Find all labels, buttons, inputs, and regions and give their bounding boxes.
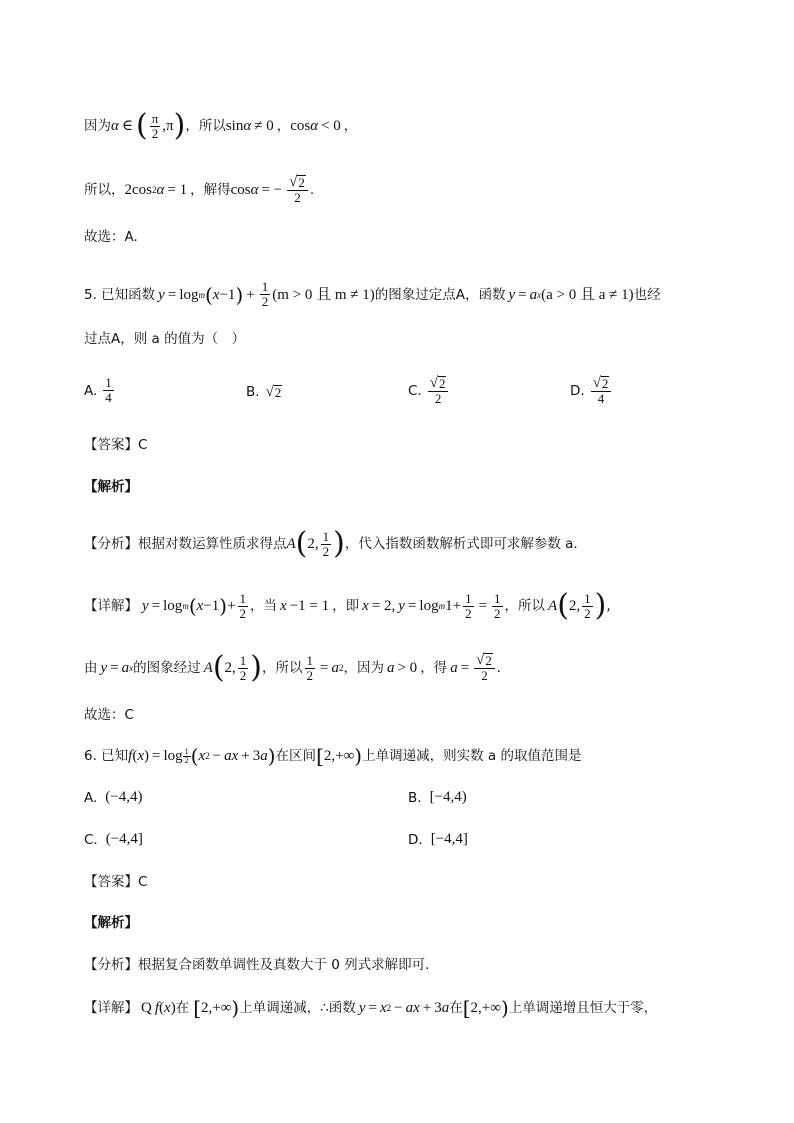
q6-stem: 6. 已知 f ( x ) = log $\frac{1}{2}$ ( x 2 − ax + 3 a ) 在区间 [ 2,+∞ ) 上单调递减，则实数 a 的取值范围是 bbox=[84, 744, 582, 768]
value: (−4,4] bbox=[105, 831, 143, 847]
text: 6. 已知 bbox=[84, 748, 129, 764]
text: 【分析】根据对数运算性质求得点 bbox=[84, 536, 287, 552]
q6-analysis-heading: 【解析】 bbox=[84, 915, 138, 931]
text: 上单调递减，∴函数 bbox=[239, 1000, 356, 1016]
q5-option-c: C. √ 2 2 bbox=[408, 376, 450, 406]
q5-choose: 故选：C bbox=[84, 707, 134, 723]
text: ， bbox=[276, 118, 291, 134]
label: A. bbox=[84, 789, 98, 806]
value: [−4,4) bbox=[429, 789, 467, 805]
label: D. bbox=[408, 831, 423, 848]
text: ，即 bbox=[332, 598, 360, 614]
text: ，因为 bbox=[343, 660, 384, 676]
q6-option-d bbox=[408, 831, 468, 848]
q5-option-b: B. √ 2 bbox=[246, 383, 282, 400]
text: 【详解】 bbox=[84, 598, 138, 614]
answer-line: 故选：A. bbox=[84, 229, 138, 245]
q6-option-c bbox=[84, 831, 143, 848]
value: (−4,4) bbox=[105, 789, 143, 805]
label: B. bbox=[246, 384, 260, 400]
q5-option-a: A. $\frac{1}{4}$ bbox=[84, 375, 112, 405]
text: ，所以 bbox=[504, 598, 546, 614]
q5-detail-2: 由 y = a x 的图象经过 A ( 2, $\frac{1}{2}$ ) ，所以 $\frac{1}{2}$ = a 2 ，因为 a > 0 ，得 a = √ 2 2 . bbox=[84, 650, 501, 685]
line-2: 所以， 2cos 2 α = 1 ，解得 cos α = − √ 2 2 . bbox=[84, 174, 315, 205]
text: 也经 bbox=[633, 286, 661, 303]
text: ， bbox=[343, 118, 358, 134]
text: ，得 bbox=[420, 660, 448, 676]
q6-fenxi: 【分析】根据复合函数单调性及真数大于 0 列式求解即可. bbox=[84, 957, 430, 973]
text: 在区间 bbox=[275, 748, 317, 764]
q5-option-d: D. √ 2 4 bbox=[570, 376, 613, 406]
value: [−4,4] bbox=[430, 831, 468, 847]
q5-detail-1: 【详解】 y = log m ( x −1 ) + $\frac{1}{2}$ ，当 x −1 = 1 ，即 x = 2, y = log m 1+ $\frac{1}{2}$ = $\frac{1}{2}$ ，所以 A ( 2, $\frac{1}{2}$ ) , bbox=[84, 588, 611, 623]
q6-detail: 【详解】 Q f ( x ) 在 [ 2,+∞ ) 上单调递减，∴函数 y = x 2 − ax + 3 a 在 [ 2,+∞ ) 上单调递增且恒大于零， bbox=[84, 996, 658, 1020]
text: . bbox=[309, 182, 315, 198]
text: ，所以 bbox=[262, 660, 303, 676]
q5-stem-2: 过点A，则 a 的值为（ ） bbox=[84, 331, 246, 347]
q5-analysis-heading: 【解析】 bbox=[84, 479, 138, 495]
q6-answer: 【答案】C bbox=[84, 874, 148, 890]
text: 在 bbox=[449, 1000, 463, 1016]
text: ，所以 bbox=[185, 118, 226, 134]
condition: (m > 0 且 m ≠ 1) bbox=[272, 286, 375, 303]
label: C. bbox=[408, 383, 422, 399]
text: 的图象经过 bbox=[133, 660, 201, 676]
condition: (a > 0 且 a ≠ 1) bbox=[541, 286, 634, 303]
text: 5. 已知函数 bbox=[84, 286, 156, 303]
q6-option-a bbox=[84, 789, 143, 806]
q5-fenxi: 【分析】根据对数运算性质求得点 A ( 2, $\frac{1}{2}$ ) ，代入指数函数解析式即可求解参数 a. bbox=[84, 526, 578, 561]
label: D. bbox=[570, 383, 585, 399]
text: 【详解】 bbox=[84, 1000, 138, 1016]
text: ，代入指数函数解析式即可求解参数 a. bbox=[344, 536, 578, 552]
q6-option-b bbox=[408, 789, 467, 806]
line-1: 因为 α ∈ ( $\frac{\pi}{2}$ ,π ) ，所以 sin α ≠ 0 ， cos α < 0 ， bbox=[84, 108, 358, 143]
text: ，当 bbox=[250, 598, 278, 614]
text: 的图象过定点A，函数 bbox=[374, 286, 506, 303]
text: ，解得 bbox=[190, 182, 231, 198]
text: 在 bbox=[175, 1000, 190, 1016]
label: B. bbox=[408, 789, 422, 806]
text: 因为 bbox=[84, 118, 111, 134]
label: A. bbox=[84, 382, 98, 399]
q5-answer: 【答案】C bbox=[84, 437, 148, 453]
text: 所以， bbox=[84, 182, 125, 198]
q5-stem: 5. 已知函数 y = log m ( x −1 ) + $\frac{1}{2}$ (m > 0 且 m ≠ 1) 的图象过定点A，函数 y = a x (a > 0 且 a ≠ 1) 也经 bbox=[84, 279, 661, 309]
text: 上单调递增且恒大于零， bbox=[508, 1000, 658, 1016]
label: C. bbox=[84, 831, 98, 848]
text: 由 bbox=[84, 660, 98, 676]
text: 上单调递减，则实数 a 的取值范围是 bbox=[362, 748, 582, 764]
